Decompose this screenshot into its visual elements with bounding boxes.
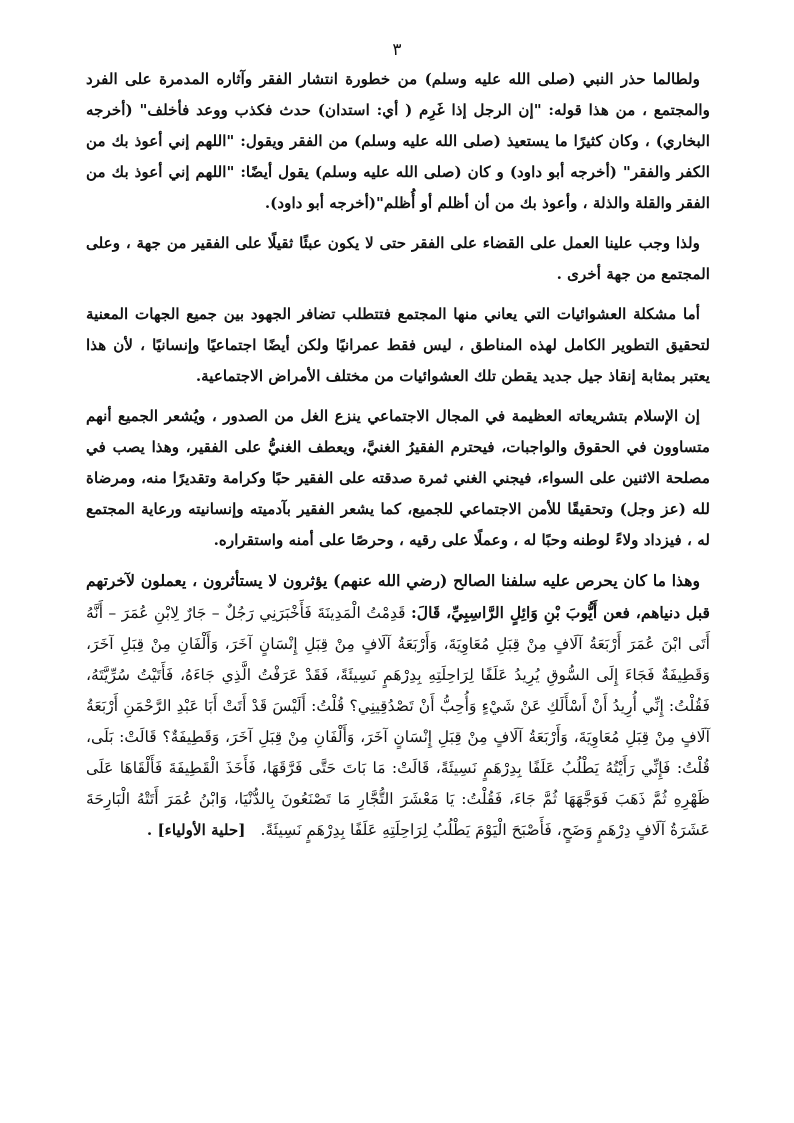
paragraph-prophet-warning: ولطالما حذر النبي (صلى الله عليه وسلم) من خطورة انتشار الفقر وآثاره المدمرة على الفرد والمجتمع ، من هذا قوله: "إن الرجل إذا غَرِم ( أي: استدان) حدث فكذب ووعد فأخلف" (أخرجه البخاري) ، وكان كثيرًا ما يستعيذ (صلى الله عليه وسلم) من الفقر ويقول: "اللهم إني أعوذ بك من الكفر والفقر" (أخرجه أبو داود) و كان (صلى الله عليه وسلم) يقول أيضًا: "اللهم إني أعوذ بك من الفقر والقلة والذلة ، وأعوذ بك من أن أظلم أو أُظلم"(أخرجه أبو داود).: [86, 70, 710, 212]
hadith-intro: وهذا ما كان يحرص عليه سلفنا الصالح (رضي الله عنهم) يؤثرون لا يستأثرون ، يعملون لآخرتهم قبل دنياهم، فعن أَيُّوبَ بْنِ وَائِلٍ الرَّاسِبِيِّ، قَالَ:: [86, 571, 710, 622]
paragraph-eliminate-poverty: ولذا وجب علينا العمل على القضاء على الفقر حتى لا يكون عبئًا ثقيلًا على الفقير من جهة ، وعلى المجتمع من جهة أخرى .: [86, 234, 710, 283]
paragraph-slums: أما مشكلة العشوائيات التي يعاني منها المجتمع فتتطلب تضافر الجهود بين جميع الجهات المعنية لتحقيق التطوير الكامل لهذه المناطق ، ليس فقط عمرانيًا ولكن أيضًا اجتماعيًا وإنسانيًا ، لأن هذا يعتبر بمثابة إنقاذ جيل جديد يقطن تلك العشوائيات من مختلف الأمراض الاجتماعية.: [86, 305, 710, 385]
page-body: [86, 64, 710, 855]
page-number: ٣: [392, 40, 402, 60]
hadith-text: قَدِمْتُ الْمَدِينَةَ فَأَخْبَرَنِي رَجُلٌ – جَارٌ لِابْنِ عُمَرَ – أَنَّهُ أَتَى ابْنَ عُمَرَ أَرْبَعَةُ آلَافٍ مِنْ قِبَلِ مُعَاوِيَةَ، وَأَرْبَعَةُ آلَافٍ مِنْ قِبَلِ إِنْسَانٍ آخَرَ، وَأَلْفَانِ مِنْ قِبَلِ آخَرَ، وَقَطِيفَةٌ فَجَاءَ إِلَى السُّوقِ يُرِيدُ عَلَفًا لِرَاحِلَتِهِ بِدِرْهَمٍ نَسِيئَةً، فَقَدْ عَرَفْتُ الَّذِي جَاءَهُ، فَأَتَيْتُ سُرِّيَّتَهُ، فَقُلْتُ: إِنِّي أُرِيدُ أَنْ أَسْأَلَكِ عَنْ شَيْءٍ وَأُحِبُّ أَنْ تَصْدُقِينِي؟ قُلْتُ: أَلَيْسَ قَدْ أَتَتْ أَبَا عَبْدِ الرَّحْمَنِ أَرْبَعَةُ آلَافٍ مِنْ قِبَلِ مُعَاوِيَةَ، وَأَرْبَعَةُ آلَافٍ مِنْ قِبَلِ إِنْسَانٍ آخَرَ، وَأَلْفَانِ مِنْ قِبَلِ آخَرَ، وَقَطِيفَةٌ؟ قَالَتْ: بَلَى، قُلْتُ: فَإِنِّي رَأَيْتُهُ يَطْلُبُ عَلَفًا بِدِرْهَمٍ نَسِيئَةً، قَالَتْ: مَا بَاتَ حَتَّى فَرَّقَهَا، فَأَخَذَ الْقَطِيفَةَ فَأَلْقَاهَا عَلَى ظَهْرِهِ ثُمَّ ذَهَبَ فَوَجَّهَهَا ثُمَّ جَاءَ، فَقُلْتُ: يَا مَعْشَرَ التُّجَّارِ مَا تَصْنَعُونَ بِالدُّنْيَا، وَابْنُ عُمَرَ أَتَتْهُ الْبَارِحَةَ عَشَرَةُ آلَافٍ دِرْهَمٍ وَضَحٍ، فَأَصْبَحَ الْيَوْمَ يَطْلُبُ لِرَاحِلَتِهِ عَلَفًا بِدِرْهَمٍ نَسِيئَةً.: [86, 604, 710, 839]
paragraph-islam-social: إن الإسلام بتشريعاته العظيمة في المجال الاجتماعي ينزع الغل من الصدور ، ويُشعر الجميع أنهم متساوون في الحقوق والواجبات، فيحترم الفقيرُ الغنيَّ، ويعطف الغنيُّ على الفقير، وهذا يصب في مصلحة الاثنين على السواء، فيجني الغني ثمرة صدقته على الفقير حبًا وكرامة وتقديرًا منه، ومرضاة لله (عز وجل) وتحقيقًا للأمن الاجتماعي للجميع، كما يشعر الفقير بآدميته وإنسانيته ورعاية المجتمع له ، فيزداد ولاءً لوطنه وحبًا له ، وعملًا على رقيه ، وحرصًا على أمنه واستقراره.: [86, 407, 710, 549]
hadith-source: [حلية الأولياء] .: [146, 821, 246, 839]
paragraph-hadith: [86, 565, 710, 846]
